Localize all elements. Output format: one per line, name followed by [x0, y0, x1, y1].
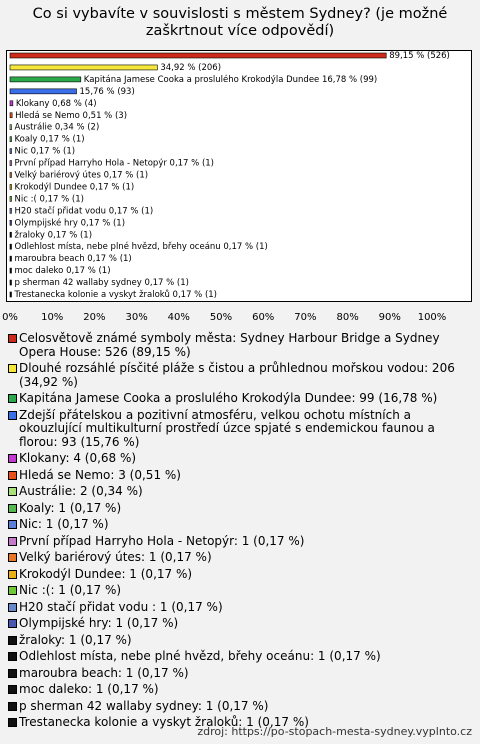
- legend-item-6: [8, 485, 474, 499]
- legend-item-19: [8, 700, 474, 714]
- legend-swatch-12: [8, 586, 17, 595]
- legend-item-12: [8, 584, 474, 598]
- bar-6: [10, 125, 12, 130]
- legend-item-18: [8, 683, 474, 697]
- bar-label-4: Klokany 0,68 % (4): [15, 98, 97, 109]
- legend-text-4: Klokany: 4 (0,68 %): [19, 451, 137, 465]
- legend-item-11: [8, 568, 474, 582]
- x-tick-label-0: 0%: [2, 312, 18, 323]
- bar-3: [10, 89, 77, 94]
- bar-label-7: Koaly 0,17 % (1): [14, 134, 85, 145]
- bar-label-5: Hledá se Nemo 0,51 % (3): [15, 110, 128, 121]
- legend-item-10: [8, 551, 474, 565]
- legend-item-17: [8, 667, 474, 681]
- bar-label-20: Trestanecka kolonie a vyskyt žraloků 0,17 % (1): [14, 290, 217, 300]
- bar-label-1: 34,92 % (206): [160, 62, 222, 73]
- legend-text-1: Dlouhé rozsáhlé písčité pláže s čistou a průhlednou mořskou vodou: 206 (34,92 %): [19, 361, 455, 389]
- legend-swatch-17: [8, 669, 17, 678]
- legend-swatch-20: [8, 718, 17, 727]
- x-tick-label-2: 20%: [83, 312, 106, 323]
- legend-text-0: Celosvětově známé symboly města: Sydney Harbour Bridge a Sydney Opera House: 526 (89,15 %): [19, 331, 440, 359]
- legend-text-15: žraloky: 1 (0,17 %): [19, 632, 132, 647]
- legend-swatch-4: [8, 454, 17, 463]
- x-tick-label-1: 10%: [41, 312, 64, 323]
- legend-item-14: [8, 617, 474, 631]
- bar-2: [10, 77, 81, 82]
- legend-text-6: Austrálie: 2 (0,34 %): [19, 484, 143, 498]
- legend-item-1: [8, 362, 474, 389]
- bar-17: [10, 256, 12, 261]
- bar-16: [10, 244, 12, 249]
- bar-label-0: 89,15 % (526): [389, 51, 450, 61]
- bar-4: [10, 101, 13, 106]
- legend-swatch-13: [8, 603, 17, 612]
- legend-swatch-6: [8, 487, 17, 496]
- legend-text-17: maroubra beach: 1 (0,17 %): [19, 665, 189, 680]
- legend-item-4: [8, 452, 474, 466]
- bar-label-18: moc daleko 0,17 % (1): [14, 266, 111, 277]
- x-tick-label-5: 50%: [209, 312, 233, 323]
- bar-9: [10, 161, 12, 166]
- legend-item-8: [8, 518, 474, 532]
- bar-label-17: maroubra beach 0,17 % (1): [14, 254, 132, 265]
- legend-item-9: [8, 535, 474, 549]
- bar-label-11: Krokodýl Dundee 0,17 % (1): [14, 182, 135, 193]
- x-tick-label-4: 40%: [167, 312, 190, 323]
- x-tick-label-9: 90%: [378, 312, 401, 323]
- bar-label-10: Velký bariérový útes 0,17 % (1): [14, 170, 149, 181]
- bar-5: [10, 113, 12, 118]
- legend-item-5: [8, 469, 474, 483]
- bar-0: [10, 53, 386, 58]
- legend-swatch-3: [8, 411, 17, 420]
- bar-14: [10, 220, 12, 225]
- legend-item-0: [8, 332, 474, 359]
- legend-swatch-5: [8, 471, 17, 480]
- legend-text-16: Odlehlost místa, nebe plné hvězd, břehy oceánu: 1 (0,17 %): [19, 649, 381, 663]
- bar-11: [10, 184, 12, 189]
- x-tick-label-10: 100%: [417, 312, 447, 323]
- legend-text-20: Trestanecka kolonie a vyskyt žraloků: 1 (0,17 %): [19, 715, 309, 729]
- bar-label-12: Nic :( 0,17 % (1): [14, 194, 84, 205]
- legend-swatch-1: [8, 364, 17, 373]
- legend-text-12: Nic :(: 1 (0,17 %): [19, 583, 122, 597]
- bar-13: [10, 208, 12, 213]
- bar-chart: [0, 0, 480, 330]
- legend-swatch-0: [8, 334, 17, 343]
- bar-label-14: Olympijské hry 0,17 % (1): [14, 218, 126, 229]
- legend-swatch-9: [8, 537, 17, 546]
- legend-text-8: Nic: 1 (0,17 %): [19, 517, 109, 531]
- legend-item-13: [8, 601, 474, 615]
- legend-item-16: [8, 650, 474, 664]
- legend-swatch-11: [8, 570, 17, 579]
- legend: [8, 332, 474, 733]
- legend-swatch-14: [8, 619, 17, 628]
- legend-item-3: [8, 409, 474, 450]
- bar-label-8: Nic 0,17 % (1): [14, 146, 76, 157]
- legend-swatch-18: [8, 685, 17, 694]
- legend-swatch-7: [8, 504, 17, 513]
- bar-8: [10, 149, 12, 154]
- legend-text-3: Zdejší přátelskou a pozitivní atmosféru, velkou ochotu místních a okouzlující multikulturní prostředí úzce spjaté s endemickou faunou a florou: 93 (15,76 %): [19, 407, 435, 449]
- bar-label-9: První případ Harryho Hola - Netopýr 0,17 % (1): [14, 158, 214, 169]
- bar-15: [10, 232, 12, 237]
- x-tick-label-7: 70%: [294, 312, 317, 323]
- bar-1: [10, 65, 157, 70]
- bar-label-19: p sherman 42 wallaby sydney 0,17 % (1): [14, 278, 189, 289]
- legend-swatch-15: [8, 636, 17, 645]
- legend-text-9: První případ Harryho Hola - Netopýr: 1 (0,17 %): [19, 533, 305, 548]
- bar-7: [10, 137, 12, 142]
- bar-10: [10, 173, 12, 178]
- legend-item-2: [8, 392, 474, 406]
- bar-19: [10, 280, 12, 285]
- x-tick-label-8: 80%: [336, 312, 359, 323]
- x-tick-label-6: 60%: [252, 312, 275, 323]
- legend-swatch-8: [8, 520, 17, 529]
- source-credit: zdroj: https://po-stopach-mesta-sydney.vyplnto.cz: [197, 725, 472, 738]
- bar-label-2: Kapitána Jamese Cooka a proslulého Krokodýla Dundee 16,78 % (99): [83, 74, 378, 85]
- bar-12: [10, 196, 12, 201]
- bar-20: [10, 292, 12, 297]
- legend-item-7: [8, 502, 474, 516]
- legend-text-5: Hledá se Nemo: 3 (0,51 %): [19, 467, 181, 482]
- bar-label-13: H20 stačí přidat vodu 0,17 % (1): [14, 206, 154, 217]
- x-tick-label-3: 30%: [125, 312, 148, 323]
- legend-text-7: Koaly: 1 (0,17 %): [19, 500, 122, 515]
- bar-label-15: žraloky 0,17 % (1): [14, 230, 93, 241]
- legend-item-15: [8, 634, 474, 648]
- legend-swatch-16: [8, 652, 17, 661]
- bar-label-16: Odlehlost místa, nebe plné hvězd, břehy oceánu 0,17 % (1): [14, 242, 268, 253]
- legend-swatch-19: [8, 702, 17, 711]
- legend-swatch-10: [8, 553, 17, 562]
- legend-text-13: H20 stačí přidat vodu : 1 (0,17 %): [19, 599, 223, 614]
- bar-label-6: Austrálie 0,34 % (2): [14, 122, 100, 133]
- legend-text-10: Velký bariérový útes: 1 (0,17 %): [19, 550, 212, 564]
- legend-text-14: Olympijské hry: 1 (0,17 %): [19, 616, 179, 630]
- bar-18: [10, 268, 12, 273]
- page-title: Co si vybavíte v souvislosti s městem Sydney? (je možné zaškrtnout více odpovědí): [32, 6, 448, 39]
- legend-text-19: p sherman 42 wallaby sydney: 1 (0,17 %): [19, 698, 269, 713]
- legend-swatch-2: [8, 394, 17, 403]
- legend-text-18: moc daleko: 1 (0,17 %): [19, 682, 159, 696]
- legend-text-2: Kapitána Jamese Cooka a proslulého Krokodýla Dundee: 99 (16,78 %): [19, 391, 438, 405]
- legend-text-11: Krokodýl Dundee: 1 (0,17 %): [19, 566, 193, 581]
- bar-label-3: 15,76 % (93): [79, 86, 135, 97]
